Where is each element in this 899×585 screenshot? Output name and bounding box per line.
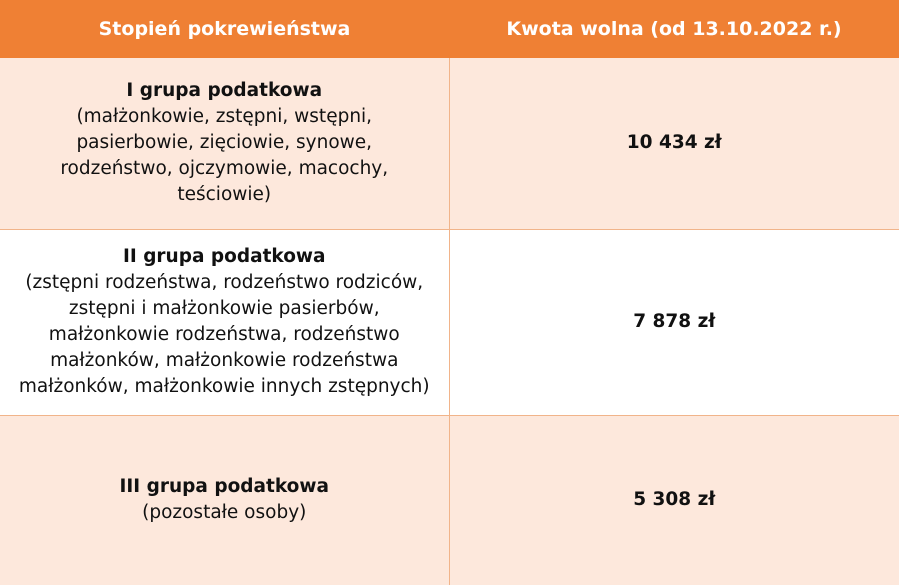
group-cell (0, 58, 449, 229)
table-row (0, 415, 899, 585)
header-tax-free-amount: Kwota wolna (od 13.10.2022 r.) (449, 0, 899, 58)
header-relationship-degree: Stopień pokrewieństwa (0, 0, 449, 58)
table-body (0, 58, 899, 585)
amount-value: 10 434 zł (626, 132, 722, 154)
group-description: (pozostałe osoby) (142, 502, 307, 524)
header-row (0, 0, 899, 58)
amount-value: 5 308 zł (633, 489, 716, 511)
group-description: (małżonkowie, zstępni, wstępni, pasierbowie, zięciowie, synowe, rodzeństwo, ojczymowie, macochy, teściowie) (60, 106, 389, 206)
group-title: III grupa podatkowa (119, 476, 329, 498)
amount-cell (449, 58, 899, 229)
table-row (0, 229, 899, 415)
table-header (0, 0, 899, 58)
group-title: II grupa podatkowa (122, 246, 326, 267)
table-row (0, 58, 899, 229)
group-cell (0, 229, 449, 415)
amount-cell (449, 229, 899, 415)
group-title: I grupa podatkowa (126, 80, 323, 102)
amount-value: 7 878 zł (633, 311, 716, 332)
group-cell (0, 415, 449, 585)
amount-cell (449, 415, 899, 585)
group-description: (zstępni rodzeństwa, rodzeństwo rodziców, zstępni i małżonkowie pasierbów, małżonkowie rodzeństwa, rodzeństwo małżonków, małżonkowie rodzeństwa małżonków, małżonkowie innych zstępnych) (18, 272, 430, 397)
